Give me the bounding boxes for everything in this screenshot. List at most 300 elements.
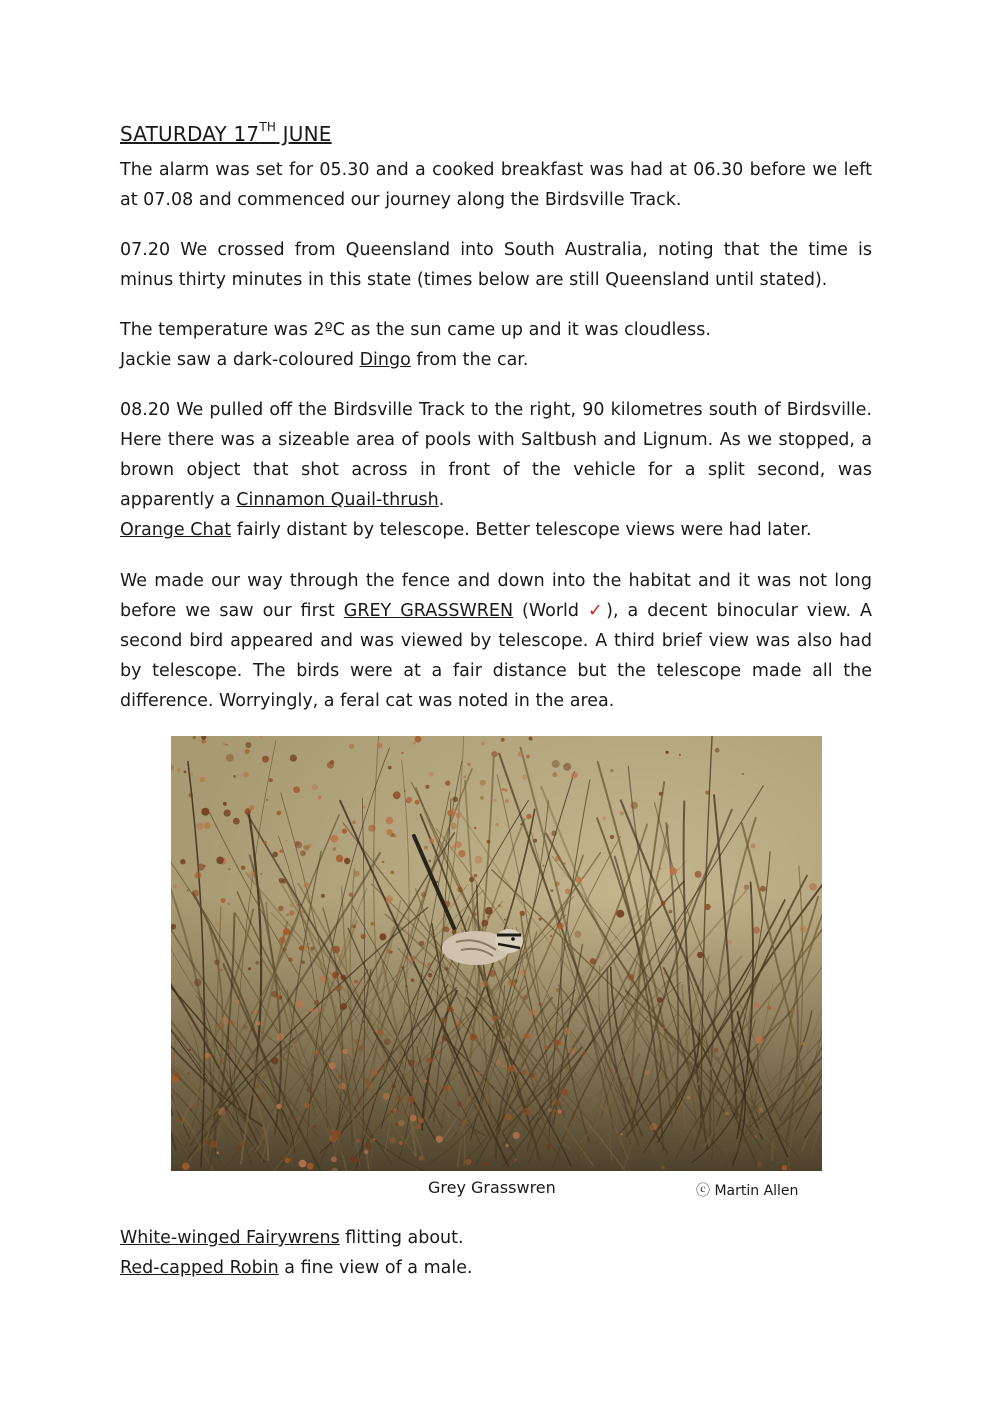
seed-head [481,742,485,746]
seed-head [526,755,530,759]
seed-head [550,889,553,892]
seed-head [514,1159,517,1162]
temperature-line: The temperature was 2ºC as the sun came up and it was cloudless. [120,320,711,340]
seed-head [298,904,300,906]
seed-head [530,1009,536,1015]
seed-head [340,1003,347,1010]
seed-head [408,1060,415,1067]
seed-head [314,1000,320,1006]
seed-head [249,805,254,810]
seed-head [352,821,356,825]
seed-head [535,1034,537,1036]
seed-head [387,950,391,954]
page-title: SATURDAY 17TH JUNE [120,120,332,146]
seed-head [382,861,384,863]
seed-head [418,1118,424,1124]
seed-head [564,1028,571,1035]
seed-head [246,1064,250,1068]
seed-head [695,871,702,878]
seed-head [561,1089,568,1096]
seed-head [393,1108,398,1113]
orange-chat-line: Orange Chat fairly distant by telescope. Better telescope views were had later. [120,520,812,540]
seed-head [558,1110,562,1114]
seed-head [302,961,305,964]
seed-head [467,1094,470,1097]
seed-head [767,1006,771,1010]
seed-head [399,1113,402,1116]
seed-head [336,855,343,862]
seed-head [705,904,711,910]
seed-head [523,995,528,1000]
seed-head [470,1034,477,1041]
seed-head [330,1129,334,1133]
seed-head [426,1057,432,1063]
seed-head [508,1065,516,1073]
seed-head [283,948,287,952]
seed-head [424,1080,427,1083]
seed-head [190,773,193,776]
seed-head [229,1020,236,1027]
seed-head [687,1096,690,1099]
seed-head [366,1082,373,1089]
seed-head [455,813,460,818]
seed-head [429,772,434,777]
seed-head [474,913,477,916]
seed-head [195,952,197,954]
seed-head [214,959,220,965]
seed-head [255,961,259,965]
seed-head [288,958,292,962]
seed-head [450,823,456,829]
seed-head [457,1102,462,1107]
seed-head [760,886,766,892]
seed-head [259,1092,266,1099]
seed-head [362,983,365,986]
seed-head [398,1120,405,1127]
seed-head [435,1051,438,1054]
seed-head [200,1141,202,1143]
seed-head [480,981,487,988]
seed-head [187,890,189,892]
seed-head [269,778,273,782]
seed-head [285,1158,291,1164]
paragraph-fairywrens: White-winged Fairywrens flitting about. Red-capped Robin a fine view of a male. [120,1228,473,1278]
seed-head [279,937,286,944]
seed-head [290,755,297,762]
seed-head [379,933,386,940]
paragraph-border-crossing: 07.20 We crossed from Queensland into South Australia, noting that the time is minus thirty minutes in this state (times below are still Queensland until stated). [120,240,872,290]
seed-head [302,910,305,913]
seed-head [272,852,278,858]
seed-head [627,974,634,981]
seed-head [424,846,428,850]
seed-head [498,905,501,908]
seed-head [182,1163,190,1171]
seed-head [349,893,353,897]
seed-head [792,1009,796,1013]
seed-head [419,941,424,946]
seed-head [195,872,202,879]
seed-head [408,1096,415,1103]
seed-head [299,946,304,951]
seed-head [495,823,499,827]
seed-head [354,1039,359,1044]
seed-head [501,738,505,742]
seed-head [666,751,669,754]
seed-head [316,1008,321,1013]
seed-head [659,792,663,796]
paragraph-grasswren: We made our way through the fence and down into the habitat and it was not long before we saw our first GREY GRASSWREN (World ✓), a decent binocular view. A second bird appeared and was viewed by telescope. A third brief view was also had by telescope. The birds were at a fair distance but the telescope made all the difference. Worryingly, a feral cat was noted in the area. [120,571,872,711]
seed-head [408,956,414,962]
seed-head [664,973,666,975]
seed-head [220,969,223,972]
seed-head [364,1150,368,1154]
seed-head [427,963,431,967]
seed-head [445,967,448,970]
seed-head [492,1016,497,1021]
seed-head [239,1141,243,1145]
seed-head [657,997,663,1003]
seed-head [256,1084,260,1088]
seed-head [307,1163,314,1170]
seed-head [284,840,287,843]
seed-head [458,850,465,857]
seed-head [522,775,527,780]
seed-head [286,914,289,917]
seed-head [293,786,300,793]
seed-head [359,1099,361,1101]
seed-head [330,835,338,843]
seed-head [539,918,542,921]
seed-head [533,839,537,843]
seed-head [184,770,187,773]
grey-grasswren-photo [171,736,822,1171]
seed-head [465,1159,471,1165]
seed-head [401,967,403,969]
seed-head [520,970,527,977]
seed-head [329,1062,336,1069]
seed-head [728,940,732,944]
seed-head [554,1099,561,1106]
seed-head [283,928,290,935]
seed-head [415,1124,421,1130]
seed-head [679,754,681,756]
seed-head [295,1002,299,1006]
seed-head [574,931,581,938]
seed-head [262,756,269,763]
seed-head [377,1029,384,1036]
seed-head [243,1025,248,1030]
seed-head [631,802,638,809]
seed-head [661,1166,665,1170]
seed-head [534,1076,537,1079]
seed-head [373,1138,376,1141]
seed-head [548,1108,552,1112]
photo-illustration [171,736,822,1171]
seed-head [544,1045,549,1050]
seed-head [705,791,709,795]
seed-head [333,847,337,851]
photo-credit: ⓒ Martin Allen [696,1183,799,1199]
seed-head [521,1070,527,1076]
seed-head [480,1030,482,1032]
seed-head [356,1139,360,1143]
seed-head [751,843,756,848]
seed-head [520,823,522,825]
seed-head [457,887,462,892]
seed-head [503,1039,507,1043]
seed-head [670,868,677,875]
seed-head [333,946,341,954]
seed-head [405,985,408,988]
seed-head [388,766,392,770]
seed-head [755,1036,763,1044]
seed-head [216,1152,219,1155]
seed-head [436,1136,443,1143]
seed-head [228,903,230,905]
seed-head [518,751,523,756]
seed-head [715,748,720,753]
seed-head [508,980,515,987]
seed-head [485,907,493,915]
seed-head [276,1104,281,1109]
seed-head [224,994,227,997]
seed-head [474,856,482,864]
seed-head [277,811,282,816]
seed-head [744,884,750,890]
seed-head [480,796,484,800]
seed-head [505,1144,508,1147]
seed-head [410,1115,417,1122]
seed-head [380,1066,384,1070]
seed-head [245,742,251,748]
seed-head [204,823,210,829]
seed-head [396,1096,402,1102]
seed-head [499,1156,502,1159]
seed-head [501,906,503,908]
seed-head [254,1010,258,1014]
seed-head [188,793,193,798]
seed-head [757,1162,763,1168]
seed-head [391,1084,396,1089]
seed-head [361,934,366,939]
seed-head [555,856,561,862]
species-grey-grasswren: GREY GRASSWREN [343,601,514,621]
seed-head [221,898,226,903]
seed-head [312,784,319,791]
dingo-line: Jackie saw a dark-coloured Dingo from the car. [120,350,529,370]
seed-head [401,752,403,754]
seed-head [469,877,474,882]
seed-head [300,850,306,856]
seed-head [370,922,374,926]
seed-head [304,946,308,950]
seed-head [350,1156,357,1163]
seed-head [522,1108,530,1116]
seed-head [312,1098,315,1101]
seed-head [552,772,557,777]
seed-head [264,841,267,844]
seed-head [395,1123,398,1126]
seed-head [568,1048,574,1054]
seed-head [504,919,506,921]
seed-head [340,975,346,981]
seed-head [306,1087,311,1092]
seed-head [194,979,202,987]
seed-head [331,1156,337,1162]
seed-head [256,1021,261,1026]
seed-head [226,754,234,762]
seed-head [474,827,476,829]
seed-head [550,935,553,938]
seed-head [393,791,401,799]
seed-head [442,1035,449,1042]
seed-head [243,772,249,778]
seed-head [542,865,544,867]
seed-head [415,736,422,743]
seed-head [349,744,354,749]
seed-head [280,1155,285,1160]
seed-head [452,930,457,935]
seed-head [421,892,427,898]
seed-head [443,1085,449,1091]
seed-head [201,739,206,744]
seed-head [289,903,293,907]
seed-head [758,1108,763,1113]
seed-head [299,1160,307,1168]
seed-head [260,873,262,875]
seed-head [266,799,268,801]
seed-head [368,825,375,832]
seed-head [190,1023,193,1026]
seed-head [359,989,362,992]
seed-head [312,1125,316,1129]
seed-head [279,878,284,883]
seed-head [295,842,302,849]
seed-head [174,1072,180,1078]
seed-head [404,790,406,792]
seed-head [363,806,366,809]
seed-head [556,988,560,992]
seed-head [616,910,624,918]
seed-head [248,967,251,970]
seed-head [661,901,666,906]
seed-head [659,868,661,870]
seed-head [496,1060,501,1065]
seed-head [481,920,488,927]
seed-head [449,808,457,816]
seed-head [233,775,236,778]
seed-head [327,762,334,769]
seed-head [451,1009,454,1012]
seed-head [173,885,177,889]
seed-head [215,922,220,927]
seed-head [224,810,231,817]
seed-head [802,1042,805,1045]
seed-head [218,1108,226,1116]
seed-head [338,1075,342,1079]
seed-head [221,1017,229,1025]
seed-head [304,883,309,888]
seed-head [429,860,432,863]
seed-head [304,1103,310,1109]
seed-head [311,947,315,951]
species-white-winged-fairywren: White-winged Fairywrens [120,1228,340,1248]
seed-head [249,871,255,877]
seed-head [223,802,227,806]
seed-head [428,973,433,978]
seed-head [467,763,470,766]
seed-head [576,877,582,883]
seed-head [193,736,196,739]
seed-head [193,1105,195,1107]
seed-head [415,800,420,805]
seed-head [216,857,224,865]
seed-head [233,818,240,825]
seed-head [389,1137,396,1144]
seed-head [493,799,496,802]
seed-head [505,1114,512,1121]
seed-head [502,788,505,791]
seed-head [487,916,489,918]
seed-head [337,973,339,975]
seed-head [444,927,450,933]
seed-head [189,1049,191,1051]
seed-head [321,1042,324,1045]
seed-head [505,799,509,803]
checkmark-icon: ✓ [588,601,607,621]
seed-head [187,1072,190,1075]
seed-head [571,772,578,779]
seed-head [386,829,392,835]
seed-head [714,1048,719,1053]
seed-head [344,858,350,864]
seed-head [245,749,250,754]
seed-head [235,1000,240,1005]
seed-head [458,1072,460,1074]
seed-head [429,838,435,844]
seed-head [363,1021,365,1023]
seed-head [413,742,415,744]
seed-head [210,1141,217,1148]
seed-head [308,943,310,945]
seed-head [554,1040,560,1046]
seed-head [650,1123,657,1130]
seed-head [223,743,225,745]
seed-head [399,1141,403,1145]
seed-head [342,1049,348,1055]
copyright-icon: ⓒ [696,1183,710,1199]
seed-head [419,1156,424,1161]
seed-head [226,744,228,746]
seed-head [259,915,261,917]
seed-head [331,990,333,992]
seed-head [291,1117,296,1122]
seed-head [352,925,356,929]
seed-head [539,1003,543,1007]
seed-head [529,737,533,741]
seed-head [526,814,531,819]
seed-head [239,997,241,999]
seed-head [318,796,322,800]
seed-head [339,1083,346,1090]
seed-head [205,1138,211,1144]
seed-head [216,1024,222,1030]
seed-head [662,1027,665,1030]
seed-head [477,1072,481,1076]
seed-head [407,797,413,803]
seed-head [524,1033,530,1039]
